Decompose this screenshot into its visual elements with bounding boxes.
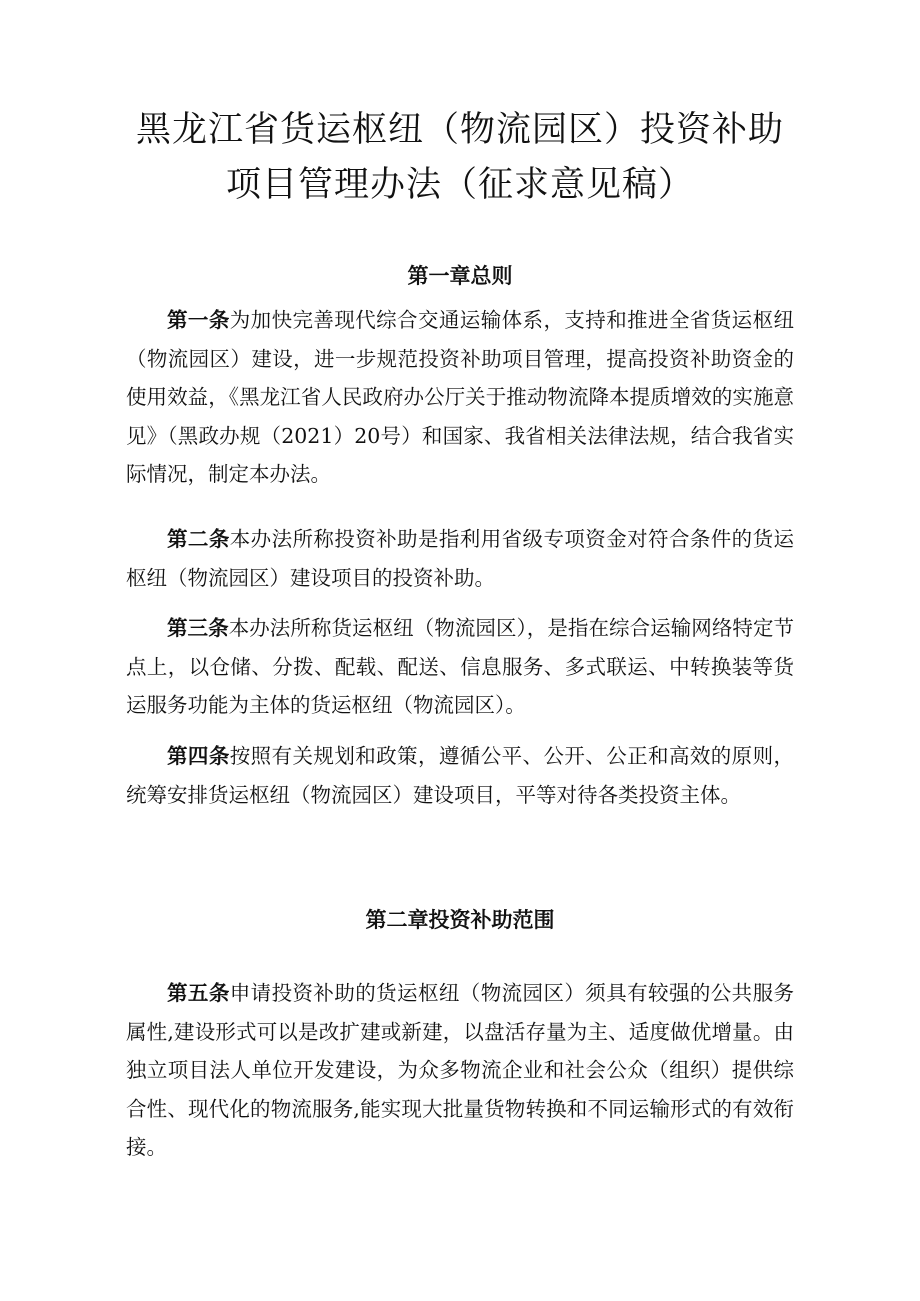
article-5-label: 第五条 [167, 981, 230, 1005]
document-title-line-2: 项目管理办法（征求意见稿） [225, 165, 694, 205]
article-3-text: 本办法所称货运枢纽（物流园区），是指在综合运输网络特定节点上，以仓储、分拨、配载、配送、信息服务、多式联运、中转换装等货运服务功能为主体的货运枢纽（物流园区）。 [126, 616, 795, 717]
article-5-text: 申请投资补助的货运枢纽（物流园区）须具有较强的公共服务属性,建设形式可以是改扩建或新建，以盘活存量为主、适度做优增量。由独立项目法人单位开发建设，为众多物流企业和社会公众（组织）提供综合性、现代化的物流服务,能实现大批量货物转换和不同运输形式的有效衔接。 [126, 981, 795, 1159]
document-title-line-1: 黑龙江省货运枢纽（物流园区）投资补助 [135, 110, 784, 150]
article-4 [126, 737, 794, 814]
article-1-label: 第一条 [167, 308, 230, 332]
article-4-text: 按照有关规划和政策，遵循公平、公开、公正和高效的原则，统筹安排货运枢纽（物流园区）建设项目，平等对待各类投资主体。 [126, 744, 795, 807]
article-2-label: 第二条 [167, 527, 230, 551]
article-5 [126, 974, 794, 1167]
article-1 [126, 301, 794, 494]
article-2 [126, 520, 794, 597]
article-3 [126, 609, 794, 725]
chapter-2-heading: 第二章投资补助范围 [365, 908, 555, 932]
article-1-text: 为加快完善现代综合交通运输体系，支持和推进全省货运枢纽（物流园区）建设，进一步规范投资补助项目管理，提高投资补助资金的使用效益，《黑龙江省人民政府办公厅关于推动物流降本提质增效的实施意见》（黑政办规（2021）20号）和国家、我省相关法律法规，结合我省实际情况，制定本办法。 [126, 308, 795, 486]
article-3-label: 第三条 [167, 616, 229, 640]
article-2-text: 本办法所称投资补助是指利用省级专项资金对符合条件的货运枢纽（物流园区）建设项目的投资补助。 [126, 527, 795, 590]
chapter-1-heading: 第一章总则 [407, 264, 513, 288]
article-4-label: 第四条 [167, 744, 230, 768]
